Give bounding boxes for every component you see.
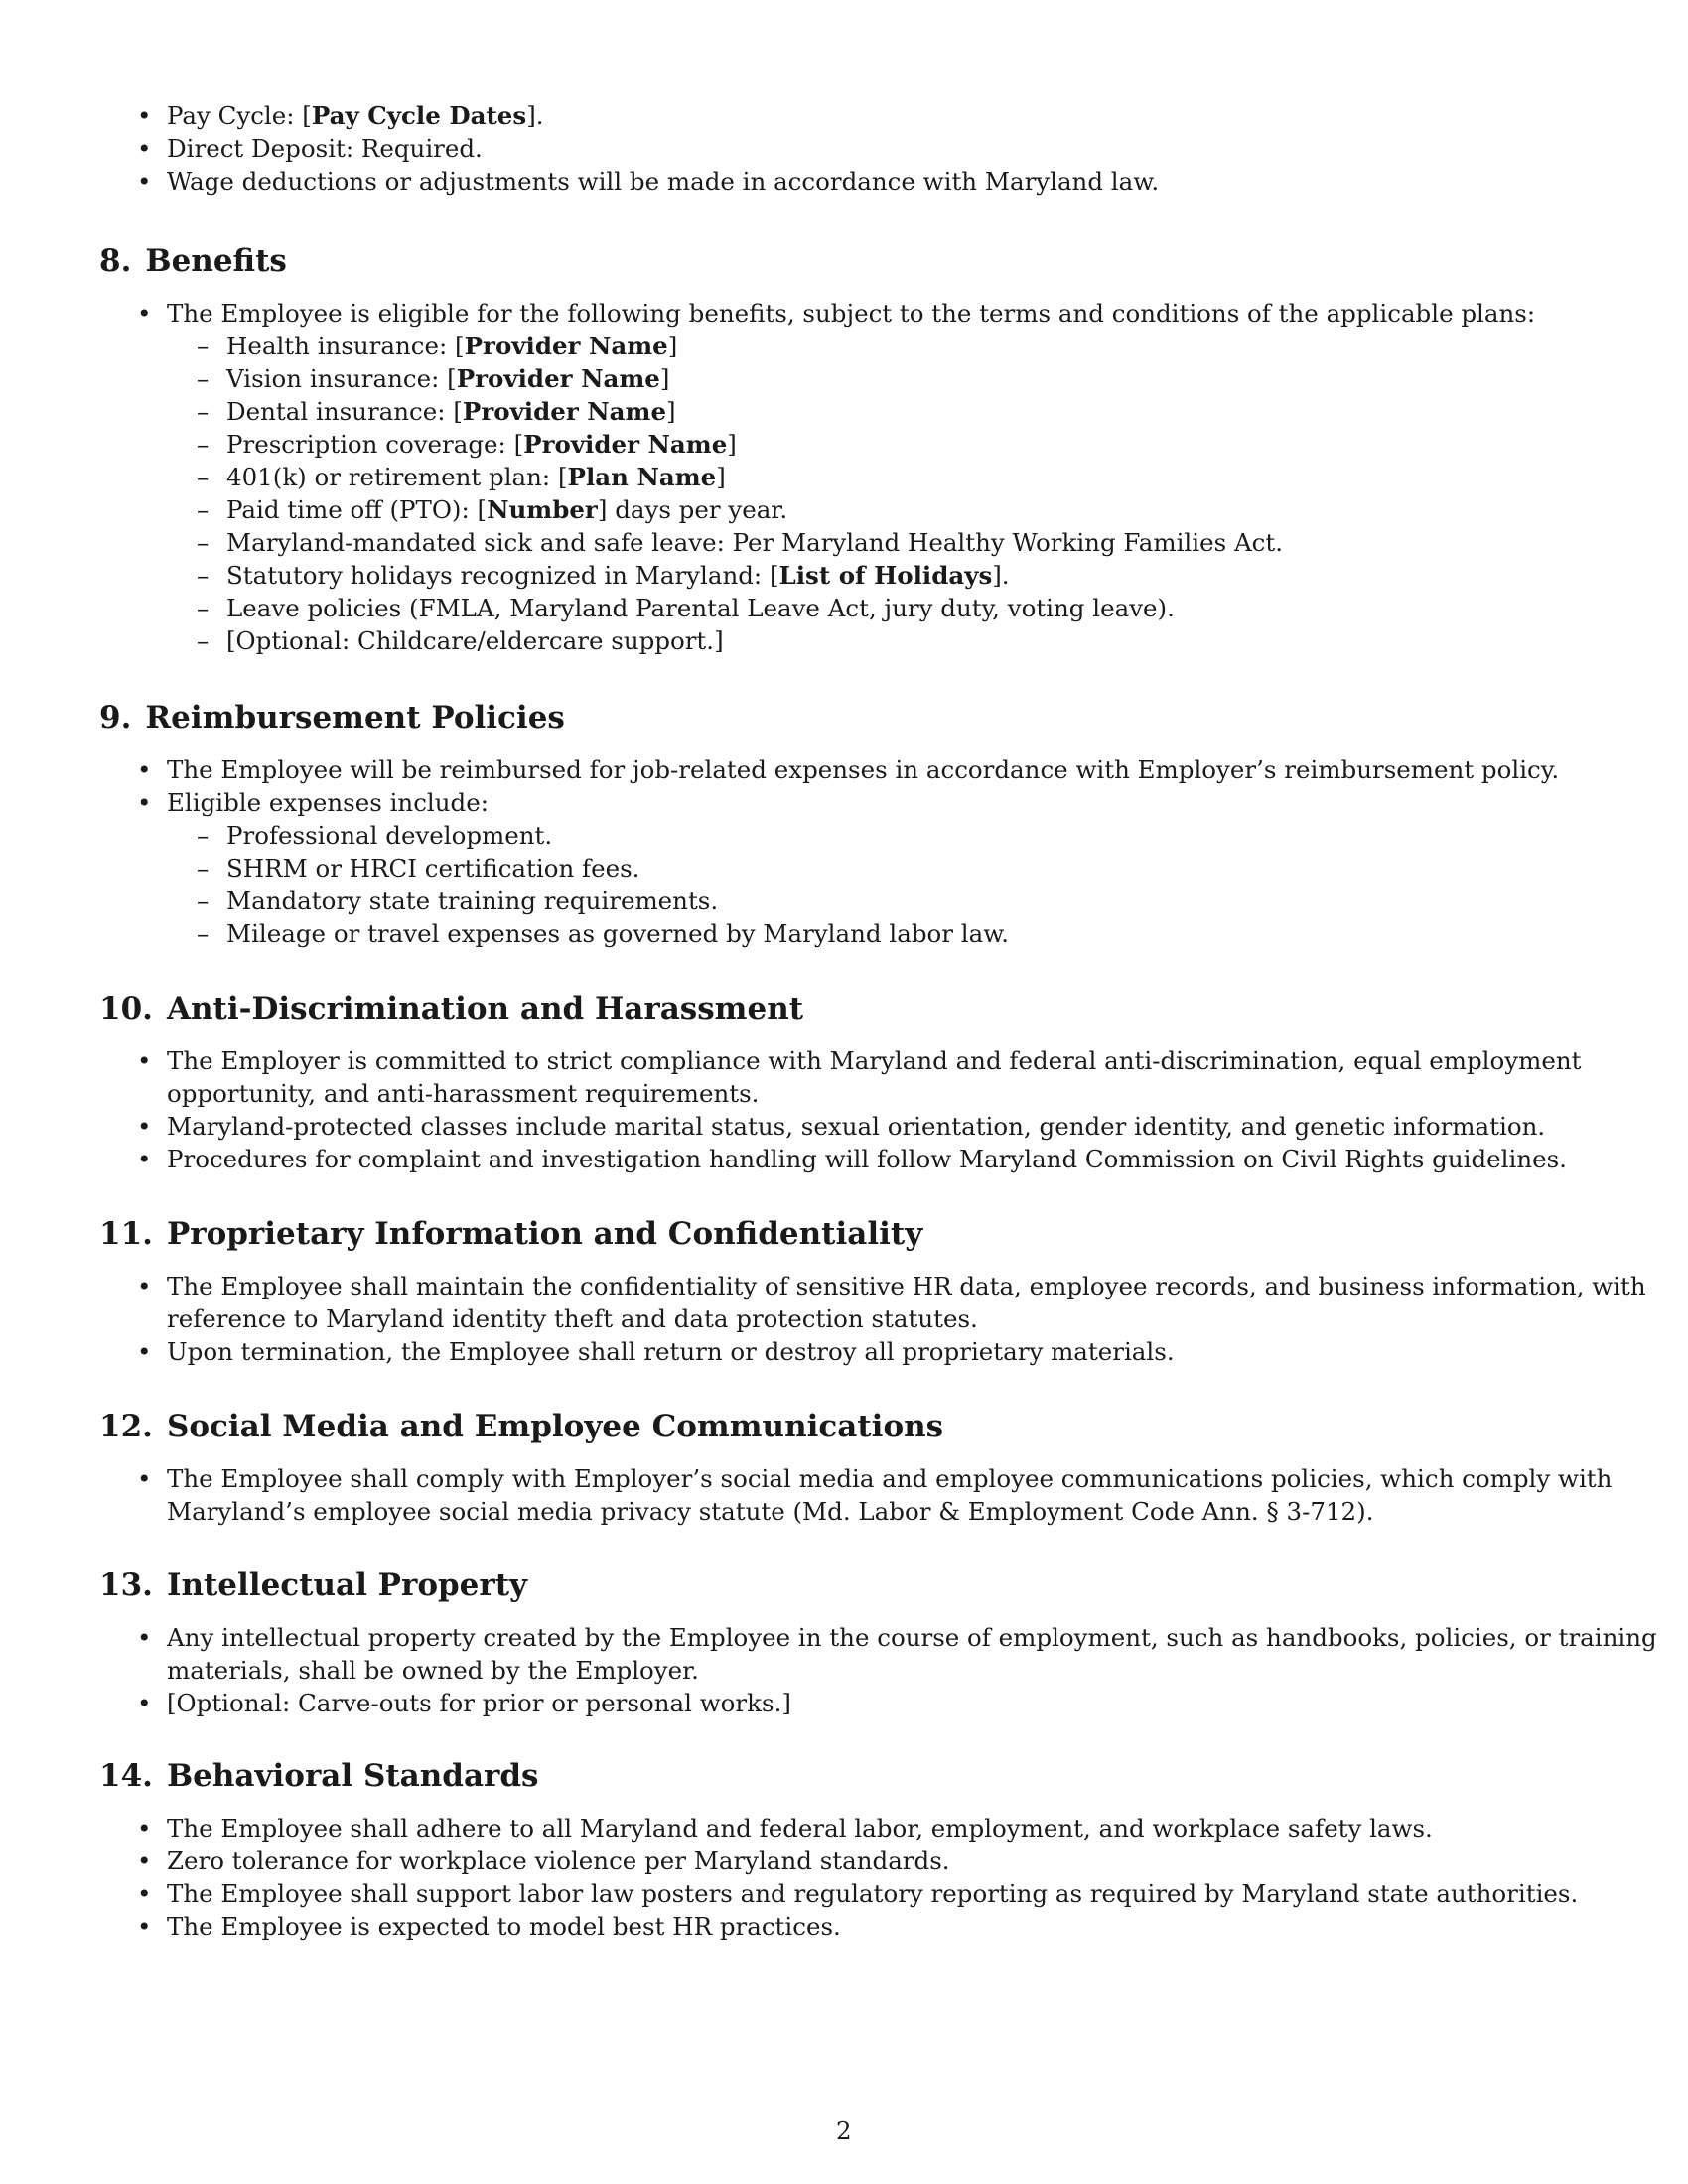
- text-run: Prescription coverage: [: [226, 430, 524, 459]
- section-number: 12.: [99, 1409, 153, 1444]
- sub-bullet-marker: –: [197, 626, 210, 655]
- text-run: ]: [727, 430, 737, 459]
- placeholder-field: List of Holidays: [778, 561, 993, 590]
- sub-bullet-marker: –: [197, 430, 210, 459]
- sub-bullet-text: [226, 559, 1010, 592]
- text-run: Leave policies (FMLA, Maryland Parental Leave Act, jury duty, voting leave).: [226, 594, 1175, 622]
- bullet-marker: •: [137, 1337, 152, 1366]
- sub-bullet-text: [226, 428, 737, 461]
- section-title: Benefits: [145, 243, 287, 279]
- bullet-text: [167, 1812, 1433, 1844]
- section-number: 10.: [99, 991, 153, 1026]
- text-run: ]: [667, 332, 678, 360]
- section-number: 13.: [99, 1568, 153, 1603]
- text-run: ].: [992, 561, 1010, 590]
- text-run: Zero tolerance for workplace violence per Maryland standards.: [167, 1846, 950, 1875]
- bullet-marker: •: [137, 1272, 152, 1300]
- bullet-marker: •: [137, 1814, 152, 1843]
- section-number: 9.: [99, 700, 132, 736]
- bullet-text: [167, 1687, 791, 1719]
- text-run: Upon termination, the Employee shall return or destroy all proprietary materials.: [167, 1337, 1175, 1366]
- text-run: reference to Maryland identity theft and data protection statutes.: [167, 1304, 978, 1333]
- section-heading: [99, 1407, 943, 1446]
- bullet-text: [167, 1077, 759, 1110]
- text-run: Health insurance: [: [226, 332, 465, 360]
- bullet-text: [167, 1495, 1373, 1528]
- bullet-text: [167, 1654, 699, 1687]
- sub-bullet-marker: –: [197, 821, 210, 850]
- section-heading: [99, 698, 565, 738]
- sub-bullet-text: [226, 917, 1009, 950]
- text-run: Procedures for complaint and investigation handling will follow Maryland Commission on Civil Rights guidelines.: [167, 1145, 1567, 1173]
- bullet-text: [167, 1462, 1612, 1495]
- section-heading: [99, 1214, 922, 1254]
- sub-bullet-marker: –: [197, 364, 210, 393]
- bullet-text: [167, 1110, 1545, 1143]
- text-run: The Employee is expected to model best HR practices.: [167, 1912, 841, 1941]
- text-run: Mandatory state training requirements.: [226, 887, 719, 915]
- placeholder-field: Provider Name: [523, 430, 728, 459]
- sub-bullet-text: [226, 362, 669, 395]
- bullet-text: [167, 1335, 1175, 1368]
- section-title: Intellectual Property: [166, 1568, 528, 1603]
- text-run: The Employee shall comply with Employer’s social media and employee communications policies, which comply with: [167, 1464, 1613, 1493]
- text-run: ]: [716, 463, 726, 491]
- bullet-text: [167, 1877, 1578, 1910]
- section-number: 8.: [99, 243, 132, 279]
- text-run: Professional development.: [226, 821, 553, 850]
- bullet-text: [167, 99, 544, 132]
- sub-bullet-marker: –: [197, 528, 210, 557]
- sub-bullet-marker: –: [197, 919, 210, 948]
- placeholder-field: Provider Name: [456, 364, 660, 393]
- section-title: Social Media and Employee Communications: [166, 1409, 944, 1444]
- placeholder-field: Provider Name: [464, 332, 668, 360]
- section-number: 11.: [99, 1216, 153, 1252]
- section-title: Proprietary Information and Confidentiality: [166, 1216, 923, 1252]
- sub-bullet-text: [226, 852, 639, 885]
- text-run: Paid time off (PTO): [: [226, 495, 488, 524]
- bullet-marker: •: [137, 1046, 152, 1075]
- bullet-text: [167, 1910, 841, 1943]
- placeholder-field: Pay Cycle Dates: [311, 101, 527, 130]
- bullet-marker: •: [137, 1112, 152, 1141]
- text-run: Maryland-protected classes include marital status, sexual orientation, gender identity, and genetic information.: [167, 1112, 1546, 1141]
- sub-bullet-marker: –: [197, 887, 210, 915]
- text-run: The Employee shall adhere to all Maryland and federal labor, employment, and workplace safety laws.: [167, 1814, 1433, 1843]
- text-run: The Employee is eligible for the following benefits, subject to the terms and conditions of the applicable plans:: [167, 299, 1536, 328]
- text-run: materials, shall be owned by the Employer.: [167, 1656, 699, 1685]
- placeholder-field: Plan Name: [567, 463, 717, 491]
- sub-bullet-text: [226, 526, 1283, 559]
- sub-bullet-text: [226, 461, 726, 493]
- section-heading: [99, 241, 287, 281]
- text-run: Maryland-mandated sick and safe leave: Per Maryland Healthy Working Families Act.: [226, 528, 1284, 557]
- bullet-marker: •: [137, 1145, 152, 1173]
- bullet-text: [167, 786, 489, 819]
- bullet-marker: •: [137, 134, 152, 163]
- text-run: Vision insurance: [: [226, 364, 457, 393]
- sub-bullet-marker: –: [197, 397, 210, 426]
- bullet-marker: •: [137, 167, 152, 196]
- section-title: Reimbursement Policies: [145, 700, 565, 736]
- bullet-marker: •: [137, 1912, 152, 1941]
- bullet-text: [167, 753, 1559, 786]
- bullet-text: [167, 1044, 1581, 1077]
- section-heading: [99, 989, 803, 1028]
- text-run: opportunity, and anti-harassment requirements.: [167, 1079, 760, 1108]
- text-run: Direct Deposit: Required.: [167, 134, 483, 163]
- bullet-text: [167, 297, 1535, 330]
- sub-bullet-text: [226, 493, 787, 526]
- bullet-text: [167, 1621, 1657, 1654]
- text-run: Statutory holidays recognized in Maryland: [: [226, 561, 779, 590]
- bullet-marker: •: [137, 1689, 152, 1717]
- text-run: Wage deductions or adjustments will be made in accordance with Maryland law.: [167, 167, 1160, 196]
- bullet-text: [167, 1143, 1567, 1175]
- section-title: Behavioral Standards: [166, 1758, 539, 1794]
- text-run: Maryland’s employee social media privacy statute (Md. Labor & Employment Code Ann. § 3-712).: [167, 1497, 1374, 1526]
- text-run: 401(k) or retirement plan: [: [226, 463, 568, 491]
- sub-bullet-text: [226, 395, 676, 428]
- section-heading: [99, 1756, 539, 1796]
- bullet-marker: •: [137, 1464, 152, 1493]
- text-run: ] days per year.: [597, 495, 788, 524]
- sub-bullet-marker: –: [197, 463, 210, 491]
- bullet-marker: •: [137, 1846, 152, 1875]
- bullet-marker: •: [137, 299, 152, 328]
- text-run: Pay Cycle: [: [167, 101, 312, 130]
- section-heading: [99, 1566, 527, 1605]
- sub-bullet-text: [226, 330, 677, 362]
- sub-bullet-marker: –: [197, 332, 210, 360]
- text-run: The Employer is committed to strict compliance with Maryland and federal anti-discrimination, equal employment: [167, 1046, 1582, 1075]
- bullet-marker: •: [137, 101, 152, 130]
- bullet-marker: •: [137, 1879, 152, 1908]
- section-title: Anti-Discrimination and Harassment: [166, 991, 804, 1026]
- bullet-text: [167, 165, 1159, 198]
- page-number: 2: [836, 2116, 852, 2145]
- text-run: Eligible expenses include:: [167, 788, 489, 817]
- sub-bullet-text: [226, 819, 552, 852]
- sub-bullet-marker: –: [197, 594, 210, 622]
- text-run: Mileage or travel expenses as governed by Maryland labor law.: [226, 919, 1010, 948]
- bullet-marker: •: [137, 755, 152, 784]
- sub-bullet-text: [226, 624, 724, 657]
- section-number: 14.: [99, 1758, 153, 1794]
- text-run: The Employee shall support labor law posters and regulatory reporting as required by Maryland state authorities.: [167, 1879, 1579, 1908]
- text-run: ].: [526, 101, 544, 130]
- bullet-text: [167, 1302, 978, 1335]
- text-run: SHRM or HRCI certification fees.: [226, 854, 640, 883]
- bullet-text: [167, 1270, 1646, 1302]
- sub-bullet-marker: –: [197, 561, 210, 590]
- placeholder-field: Provider Name: [462, 397, 667, 426]
- bullet-text: [167, 132, 483, 165]
- text-run: Dental insurance: [: [226, 397, 463, 426]
- text-run: ]: [666, 397, 676, 426]
- sub-bullet-marker: –: [197, 854, 210, 883]
- placeholder-field: Number: [487, 495, 598, 524]
- text-run: ]: [659, 364, 670, 393]
- sub-bullet-marker: –: [197, 495, 210, 524]
- text-run: Any intellectual property created by the Employee in the course of employment, such as handbooks, policies, or training: [167, 1623, 1657, 1652]
- text-run: [Optional: Carve-outs for prior or personal works.]: [167, 1689, 791, 1717]
- text-run: The Employee will be reimbursed for job-related expenses in accordance with Employer’s reimbursement policy.: [167, 755, 1560, 784]
- bullet-marker: •: [137, 1623, 152, 1652]
- bullet-marker: •: [137, 788, 152, 817]
- sub-bullet-text: [226, 885, 718, 917]
- sub-bullet-text: [226, 592, 1175, 624]
- text-run: The Employee shall maintain the confidentiality of sensitive HR data, employee records, and business information, with: [167, 1272, 1646, 1300]
- text-run: [Optional: Childcare/eldercare support.]: [226, 626, 724, 655]
- bullet-text: [167, 1844, 950, 1877]
